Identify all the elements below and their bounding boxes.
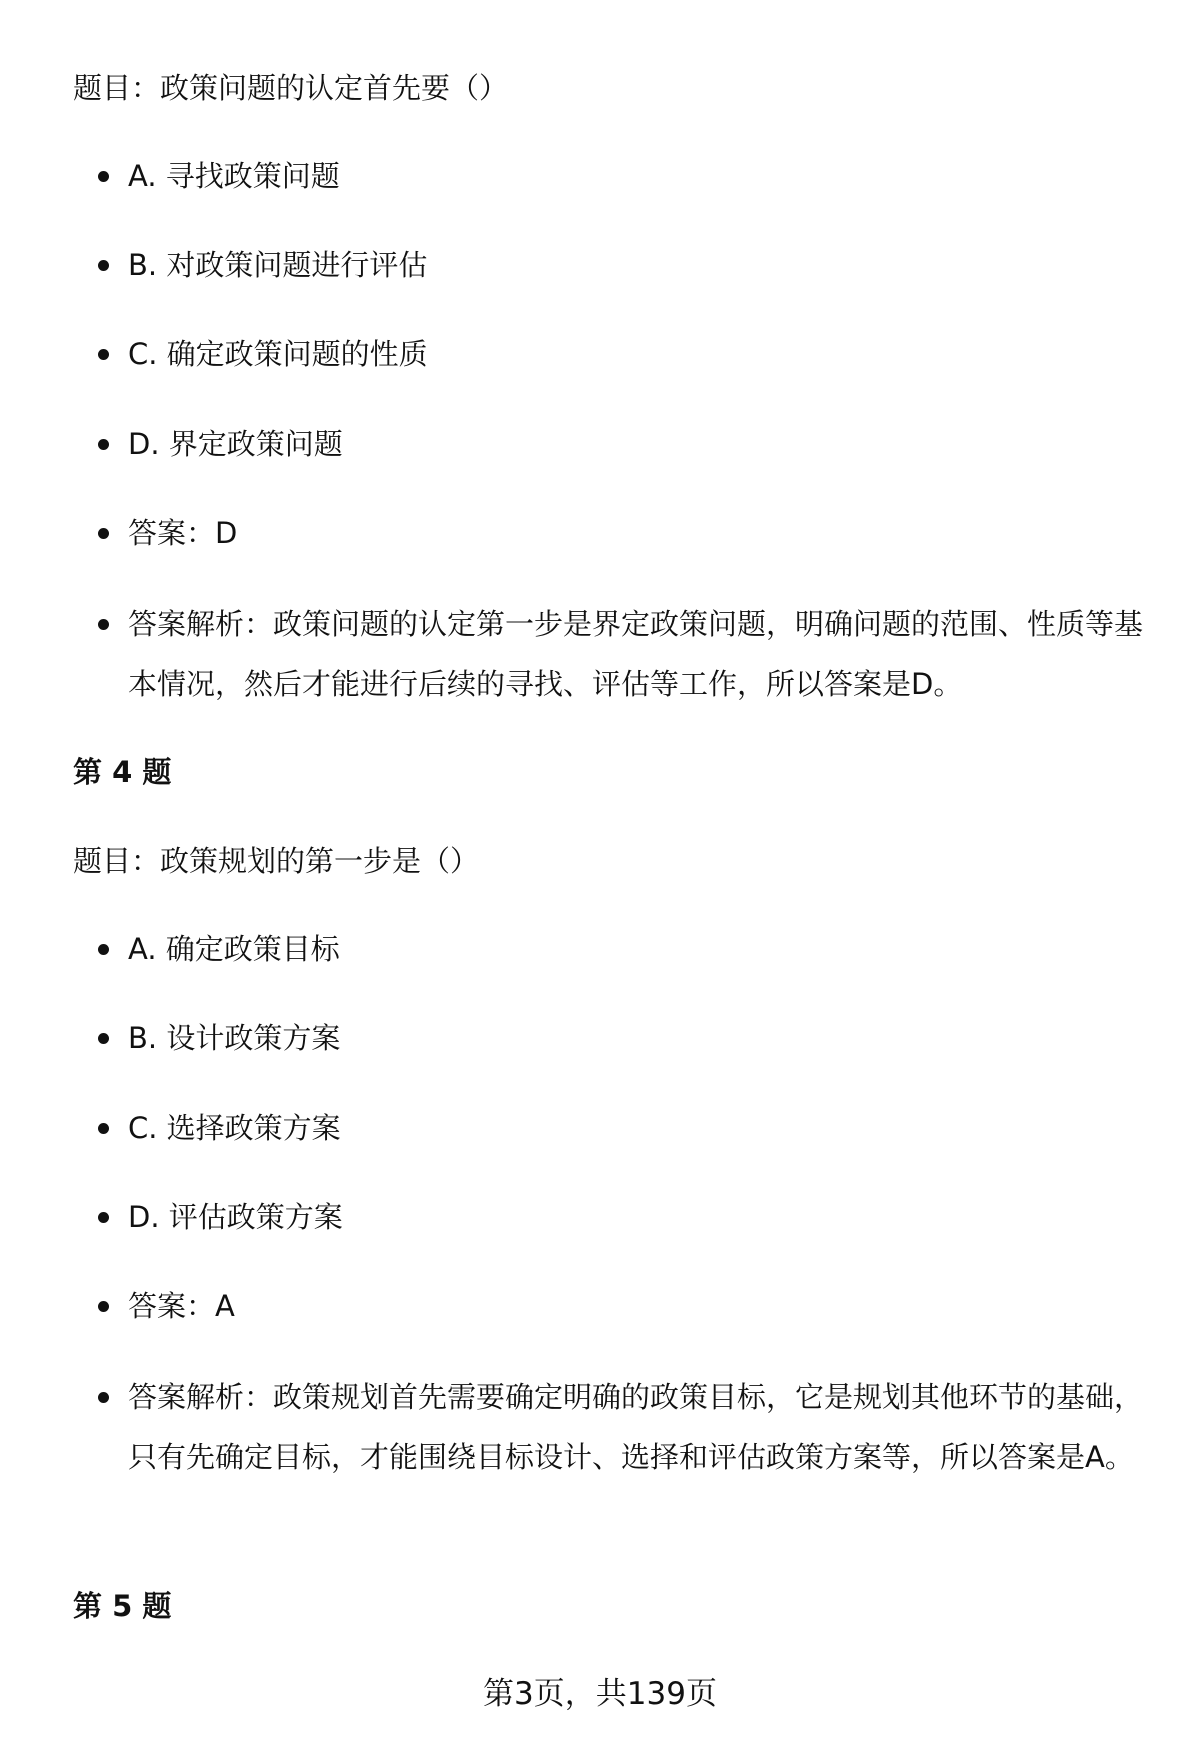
bullet-icon xyxy=(98,349,109,360)
bullet-icon xyxy=(98,1212,109,1223)
answer: 答案：A xyxy=(98,1276,1143,1336)
option-a: A. 寻找政策问题 xyxy=(98,146,1143,206)
answer: 答案：D xyxy=(98,503,1143,563)
answer-analysis: 答案解析：政策规划首先需要确定明确的政策目标，它是规划其他环节的基础，只有先确定目标，才能围绕目标设计、选择和评估政策方案等，所以答案是A。 xyxy=(98,1367,1143,1487)
bullet-icon xyxy=(98,944,109,955)
question-heading: 第 5 题 xyxy=(73,1589,172,1623)
question-heading: 第 4 题 xyxy=(73,755,172,789)
option-d: D. 评估政策方案 xyxy=(98,1187,1143,1247)
bullet-icon xyxy=(98,171,109,182)
bullet-icon xyxy=(98,528,109,539)
option-c: C. 确定政策问题的性质 xyxy=(98,324,1143,384)
bullet-icon xyxy=(98,1392,109,1403)
answer-analysis: 答案解析：政策问题的认定第一步是界定政策问题，明确问题的范围、性质等基本情况，然后才能进行后续的寻找、评估等工作，所以答案是D。 xyxy=(98,594,1143,714)
option-b: B. 对政策问题进行评估 xyxy=(98,235,1143,295)
bullet-icon xyxy=(98,1301,109,1312)
bullet-icon xyxy=(98,1033,109,1044)
bullet-icon xyxy=(98,619,109,630)
option-c: C. 选择政策方案 xyxy=(98,1098,1143,1158)
page-number: 第3页，共139页 xyxy=(483,1676,717,1712)
option-d: D. 界定政策问题 xyxy=(98,414,1143,474)
question-stem: 题目：政策问题的认定首先要（） xyxy=(73,71,509,105)
bullet-icon xyxy=(98,439,109,450)
option-b: B. 设计政策方案 xyxy=(98,1008,1143,1068)
bullet-icon xyxy=(98,1123,109,1134)
question-stem: 题目：政策规划的第一步是（） xyxy=(73,844,480,878)
bullet-icon xyxy=(98,260,109,271)
option-a: A. 确定政策目标 xyxy=(98,919,1143,979)
